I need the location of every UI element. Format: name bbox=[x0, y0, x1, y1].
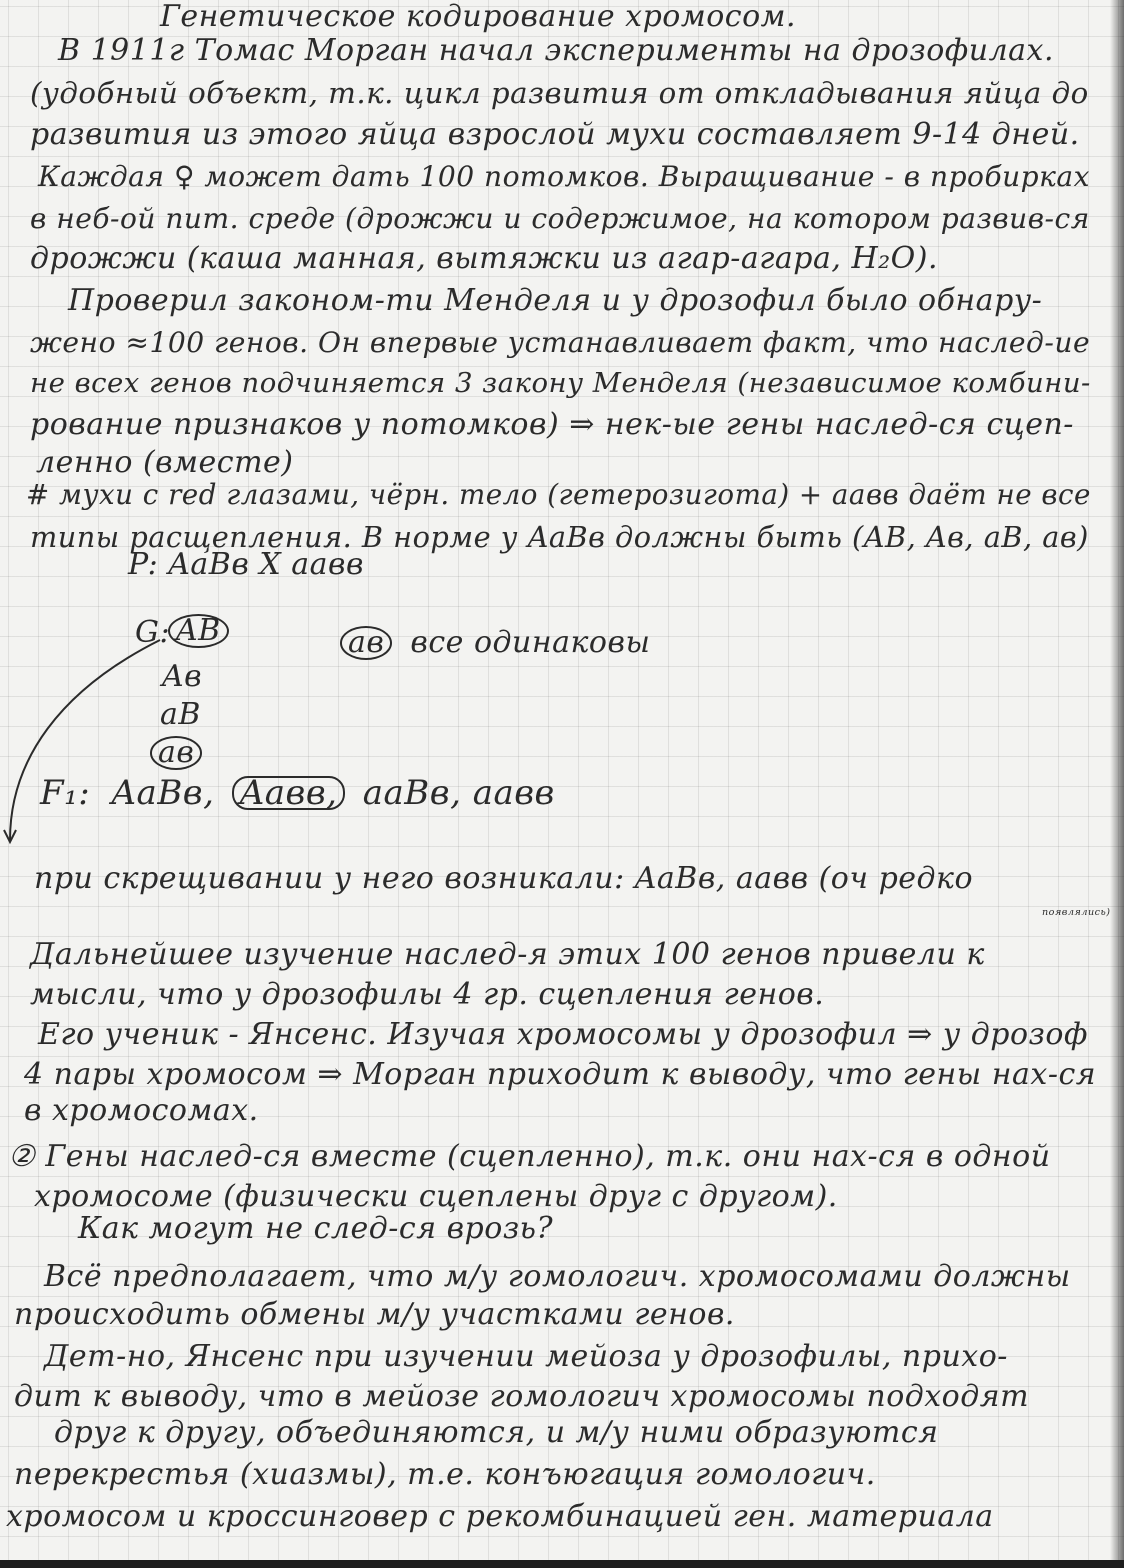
text-line: дрожжи (каша манная, вытяжки из агар-агара, H₂O). bbox=[30, 241, 938, 276]
text-line: мысли, что у дрозофилы 4 гр. сцепления генов. bbox=[30, 977, 825, 1012]
f1-genotype: aaвв bbox=[472, 773, 555, 813]
text-line: Каждая ♀ может дать 100 потомков. Выращивание - в пробирках bbox=[38, 160, 1090, 193]
text-line: Проверил законом-ти Менделя и у дрозофил было обнару- bbox=[68, 283, 1043, 318]
text-line: Дальнейшее изучение наслед-я этих 100 генов привели к bbox=[30, 937, 985, 972]
f1-genotype: aaBв, bbox=[362, 773, 462, 813]
text-line: появлялись) bbox=[1042, 907, 1111, 918]
page-shadow-right bbox=[1110, 0, 1124, 1568]
text-line: Дет-но, Янсенс при изучении мейоза у дрозофилы, прихо- bbox=[44, 1339, 1008, 1374]
text-line: в неб-ой пит. среде (дрожжи и содержимое, на котором развив-ся bbox=[30, 202, 1090, 235]
gamete-right-note: все одинаковы bbox=[410, 625, 651, 660]
text-line: Всё предполагает, что м/у гомологич. хромосомами должны bbox=[44, 1259, 1071, 1294]
text-line: (удобный объект, т.к. цикл развития от откладывания яйца до bbox=[30, 76, 1089, 110]
gamete: aB bbox=[160, 697, 201, 732]
text-line: хромосом и кроссинговер с рекомбинацией ген. материала bbox=[6, 1499, 994, 1534]
text-line: рование признаков у потомков) ⇒ нек-ые гены наслед-ся сцеп- bbox=[30, 407, 1074, 442]
gamete-ab-lower: aв bbox=[150, 736, 202, 770]
text-line: перекрестья (хиазмы), т.е. конъюгация гомологич. bbox=[14, 1457, 876, 1492]
text-line: # мухи с red глазами, чёрн. тело (гетерозигота) + aaвв даёт не все bbox=[26, 478, 1091, 511]
cross-parents: P: AaBв X aaвв bbox=[128, 547, 364, 582]
gametes-label: G: bbox=[135, 615, 171, 650]
text-line: в хромосомах. bbox=[24, 1093, 259, 1128]
text-line: ② Гены наслед-ся вместе (сцепленно), т.к. они нах-ся в одной bbox=[8, 1139, 1051, 1174]
text-line: Его ученик - Янсенс. Изучая хромосомы у дрозофил ⇒ у дрозоф bbox=[38, 1017, 1088, 1052]
f1-genotype: AaBв, bbox=[111, 773, 215, 813]
text-line: происходить обмены м/у участками генов. bbox=[14, 1297, 735, 1332]
text-line: не всех генов подчиняется 3 закону Менделя (независимое комбини- bbox=[30, 367, 1091, 399]
text-line: при скрещивании у него возникали: AaBв, aaвв (оч редко bbox=[34, 861, 974, 896]
gamete: Aв bbox=[162, 659, 203, 694]
heading: Генетическое кодирование хромосом. bbox=[160, 0, 797, 34]
text-line: 4 пары хромосом ⇒ Морган приходит к выводу, что гены нах-ся bbox=[24, 1057, 1097, 1092]
text-line: друг к другу, объединяются, и м/у ними образуются bbox=[54, 1415, 939, 1450]
text-line: В 1911г Томас Морган начал эксперименты на дрозофилах. bbox=[58, 33, 1055, 68]
gamete-right: aв bbox=[340, 626, 392, 660]
page-shadow-bottom bbox=[0, 1560, 1124, 1568]
text-line: развития из этого яйца взрослой мухи составляет 9-14 дней. bbox=[30, 117, 1080, 152]
text-line: жено ≈100 генов. Он впервые устанавливает факт, что наслед-ие bbox=[30, 326, 1091, 359]
gamete-ab-upper: AB bbox=[168, 614, 229, 648]
f1-genotype-boxed: Aaвв, bbox=[232, 776, 346, 810]
text-line: типы расщепления. В норме у AaBв должны быть (AB, Aв, aB, aв) bbox=[30, 520, 1089, 554]
text-line: Как могут не след-ся врозь? bbox=[78, 1211, 554, 1246]
text-line: дит к выводу, что в мейозе гомологич хромосомы подходят bbox=[14, 1379, 1030, 1414]
text-line: ленно (вместе) bbox=[36, 445, 294, 480]
text-line: хромосоме (физически сцеплены друг с другом). bbox=[34, 1179, 838, 1214]
f1-label: F₁: bbox=[40, 773, 91, 813]
